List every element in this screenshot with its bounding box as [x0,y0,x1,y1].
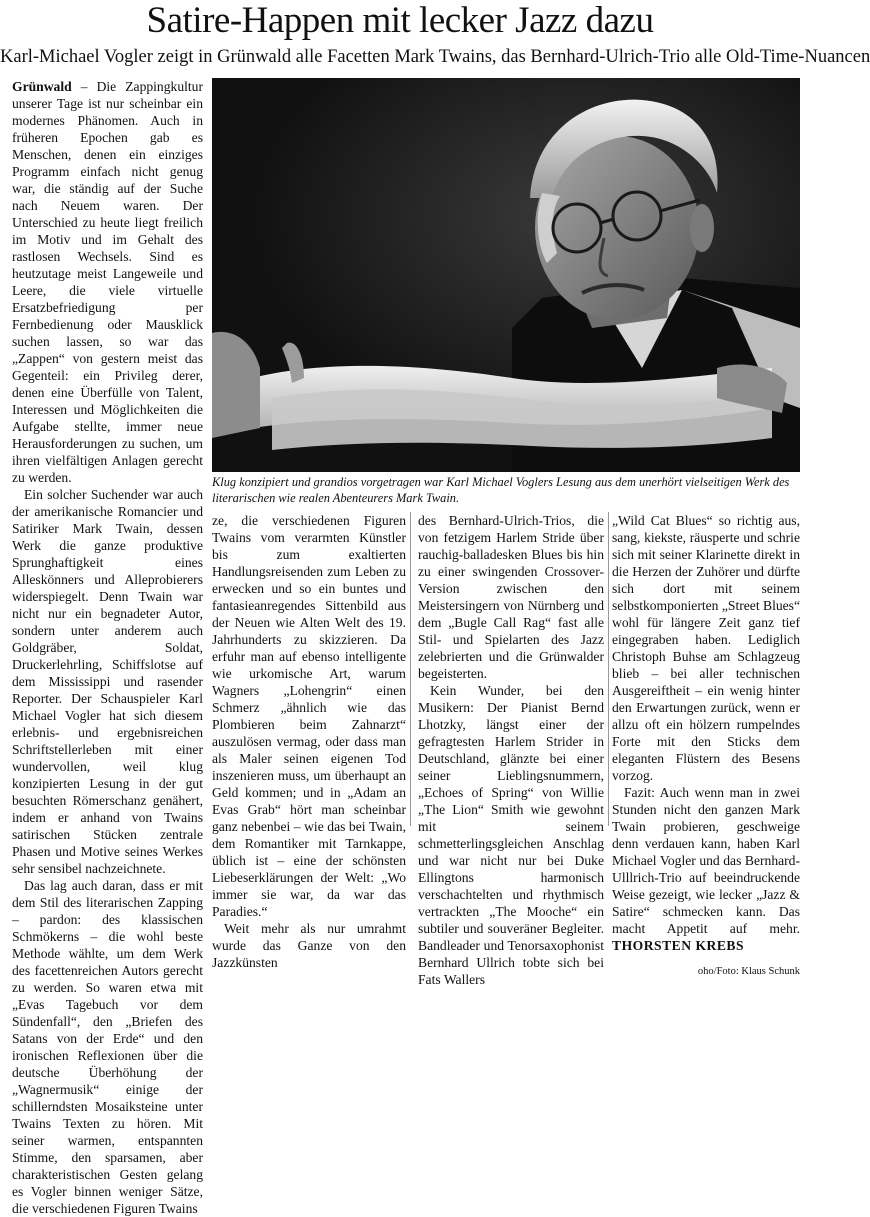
paragraph: des Bernhard-Ulrich-Trios, die von fetzigem Harlem Stride über rauchig-balladesken Blues bis hin zu einer swingenden Crossover-Version zwischen den Meistersingern von Nürnberg und dem „Bugle Call Rag“ fast alle Stil- und Spielarten des Jazz zelebrierten und die Grünwalder begeisterten. [418,513,604,681]
article-column-4 [612,512,801,953]
paragraph: „Wild Cat Blues“ so richtig aus, sang, kiekste, räusperte und schrie sich mit seiner Klarinette direkt in die Herzen der Zuhörer und dürfte sich dort mit seinem selbstkomponierten „Street Blues“ wohl für längere Zeit ganz tief eingegraben haben. Lediglich Christoph Buhse am Schlagzeug blieb – bei aller technischen Ausgereiftheit – ein wenig hinter den Erwartungen zurück, wenn er allzu oft ein hölzern rumpelndes Forte mit den Sticks dem eleganten Flüstern des Besens vorzog. [612,513,801,783]
paragraph: ze, die verschiedenen Figuren Twains vom verarmten Künstler bis zum exaltierten Handlungsreisenden zum Leben zu erwecken und so ein buntes und fantasieanregendes Sittenbild aus der Neuen wie Alten Welt des 19. Jahrhunderts zu skizzieren. Da erfuhr man auf ebenso intelligente wie urkomische Art, warum Wagners „Lohengrin“ einen Schmerz „ähnlich wie das Plombieren beim Zahnarzt“ auszulösen vermag, oder dass man als Maler seinen eigenen Tod inszenieren muss, um überhaupt an Geld kommen; und in „Adam an Evas Grab“ hört man scheinbar ganz nebenbei – wie das bei Twain, dem Romantiker mit Tarnkappe, üblich ist – eine der schönsten Liebeserklärungen der Welt: „Wo immer sie war, da war das Paradies.“ [212,513,406,919]
column-divider [410,512,411,826]
author-name: THORSTEN KREBS [612,938,745,953]
column-divider [608,512,609,826]
caption-text: Klug konzipiert und grandios vorgetragen war Karl Michael Voglers Lesung aus dem unerhört vielseitigen Werk des literarischen wie realen Abenteurers Mark Twain. [212,475,790,505]
paragraph-text: Fazit: Auch wenn man in zwei Stunden nicht den ganzen Mark Twain probieren, geschweige denn verdauen kann, haben Karl Michael Vogler und das Bernhard-Ulllrich-Trio auf beeindruckende Weise gezeigt, wie lecker „Jazz & Satire“ schmecken kann. Das macht Appetit auf mehr. [612,785,800,936]
article-photo [212,78,800,472]
photo-reader-illustration [212,78,800,472]
paragraph: Kein Wunder, bei den Musikern: Der Pianist Bernd Lhotzky, längst einer der gefragtesten Harlem Strider in Deutschland, glänzte bei einer seiner Lieblingsnummern, „Echoes of Spring“ von Willie „The Lion“ Smith wie gewohnt mit seinem schmetterlingsgleichen Anschlag und war nicht nur bei Duke Ellingtons harmonisch verschachtelten und rhythmisch vertrackten „The Mooche“ ein subtiler und souveräner Begleiter. Bandleader und Tenorsaxophonist Bernhard Ullrich tobte sich bei Fats Wallers [418,683,604,987]
paragraph [12,78,203,486]
paragraph-text: – Die Zappingkultur unserer Tage ist nur scheinbar ein modernes Phänomen. Auch in früheren Epochen gab es Menschen, denen ein einziges Programm einfach nicht genug war, die ständig auf der Suche nach Neuem waren. Der Unterschied zu heute liegt freilich im Motiv und im Gehalt des rastlosen Wechsels. Sind es heutzutage meist Langeweile und Leere, die viele virtuelle Ersatzbefriedigung per Fernbedienung oder Mausklick suchen lassen, so war das „Zappen“ von gestern meist das Gegenteil: ein Privileg derer, denen eine Überfülle von Talent, Interessen und Möglichkeiten die Aufgabe stellte, immer neue Herausforderungen zu suchen, um ihren vielfältigen Anlagen gerecht zu werden. [12,79,203,485]
dateline: Grünwald [12,79,72,94]
paragraph: Ein solcher Suchender war auch der amerikanische Romancier und Satiriker Mark Twain, dessen Werk die ganze produktive Sprunghaftigkeit eines Alleskönners und Alleprobierers widerspiegelt. Denn Twain war nicht nur ein begnadeter Autor, sondern unter anderem auch Goldgräber, Soldat, Druckerlehrling, Schiffslotse auf dem Mississippi und rasender Reporter. Der Schauspieler Karl Michael Vogler hat sich diesem erlebnis- und ergebnisreichen Schriftstellerleben mit einer wundervollen, weil klug konzipierten Lesung in der gut besuchten Römerschanz genähert, indem er anhand von Twains satirischen Stücken zentrale Phasen und Motive seines Werkes sehr sensibel nachzeichnete. [12,487,203,876]
article-column-2 [212,512,406,970]
subheadline: Karl-Michael Vogler zeigt in Grünwald alle Facetten Mark Twains, das Bernhard-Ulrich-Trio alle Old-Time-Nuancen [0,47,870,67]
article-column-3 [418,512,604,987]
photo-credit: oho/Foto: Klaus Schunk [697,966,800,977]
headline: Satire-Happen mit lecker Jazz dazu [146,0,654,41]
paragraph: Weit mehr als nur umrahmt wurde das Ganze von den Jazzkünsten [212,921,406,970]
paragraph: Das lag auch daran, dass er mit dem Stil des literarischen Zapping – pardon: des klassischen Schmökerns – die wohl beste Methode wählte, um dem Werk des facettenreichen Autors gerecht zu werden. So waren etwa mit „Evas Tagebuch vor dem Sündenfall“, den „Briefen des Satans von der Erde“ und den ironischen Reflexionen über die deutsche Überhöhung der „Wagnermusik“ einige der schillerndsten Mosaiksteine unter Twains Texten zu hören. Mit seiner warmen, entspannten Stimme, den sparsamen, aber charakteristischen Gesten gelang es Vogler binnen weniger Sätze, die verschiedenen Figuren Twains [12,878,203,1216]
paragraph [612,784,800,954]
article-column-1 [12,78,203,1216]
